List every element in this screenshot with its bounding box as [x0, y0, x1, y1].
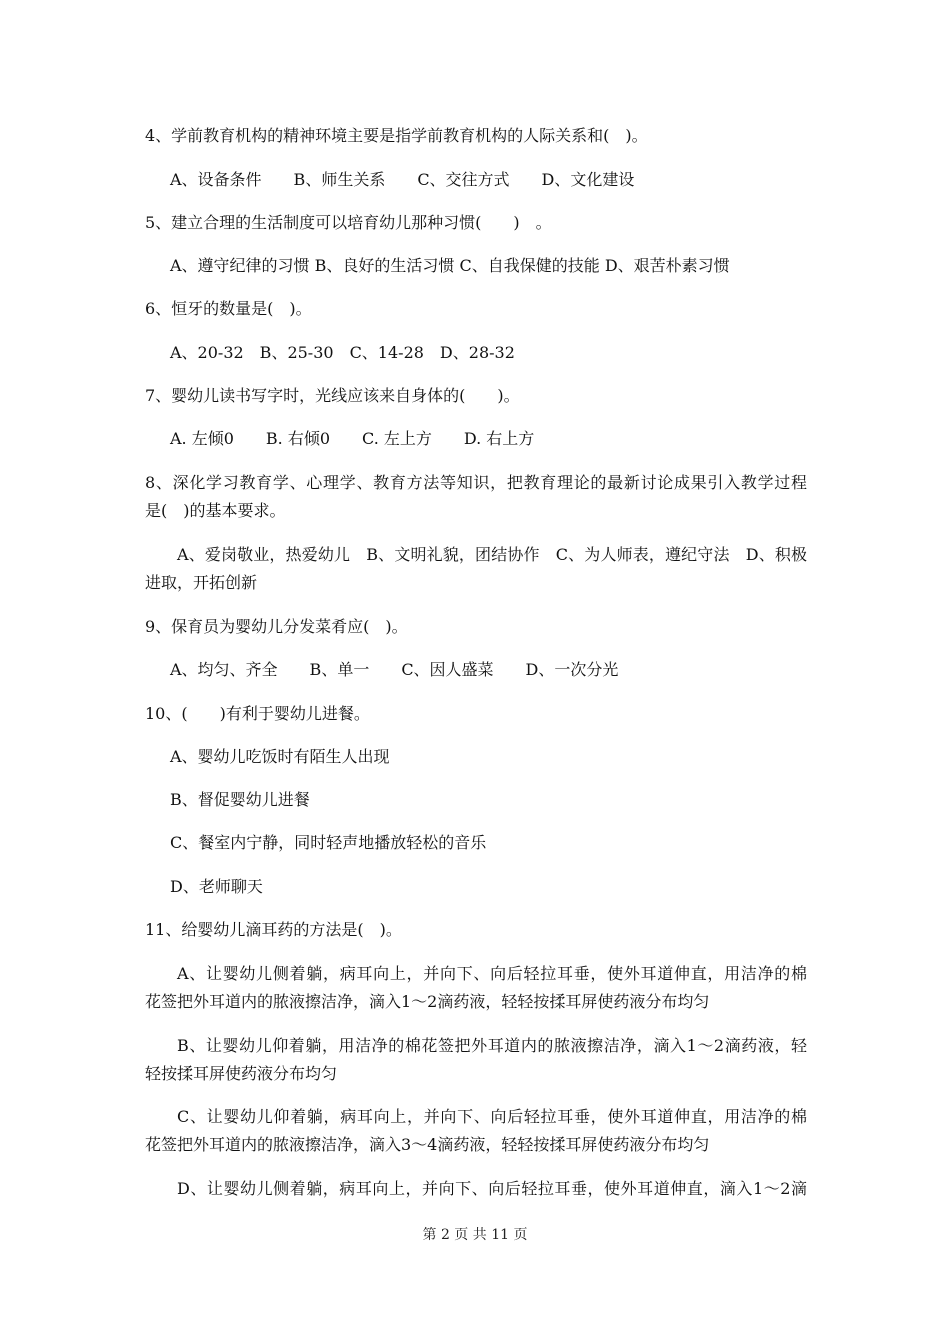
question-9-options: A、均匀、齐全 B、单一 C、因人盛菜 D、一次分光: [170, 660, 619, 679]
question-8-options-line1: A、爱岗敬业，热爱幼儿 B、文明礼貌，团结协作 C、为人师表，遵纪守法 D、积极: [177, 545, 807, 564]
question-7-options: A. 左倾0 B. 右倾0 C. 左上方 D. 右上方: [170, 429, 535, 448]
question-11-option-d-line1: D、让婴幼儿侧着躺，病耳向上，并向下、向后轻拉耳垂，使外耳道伸直，滴入1～2滴: [177, 1179, 807, 1198]
question-8-options-line2: 进取，开拓创新: [145, 573, 258, 592]
question-5-options: A、遵守纪律的习惯 B、良好的生活习惯 C、自我保健的技能 D、艰苦朴素习惯: [170, 256, 730, 275]
question-10-option-a: A、婴幼儿吃饭时有陌生人出现: [170, 747, 390, 766]
question-10-option-d: D、老师聊天: [170, 877, 263, 896]
question-10-stem: 10、( )有利于婴幼儿进餐。: [145, 704, 370, 723]
question-8-stem-line2: 是( )的基本要求。: [145, 501, 286, 520]
question-11-option-c-line1: C、让婴幼儿仰着躺，病耳向上，并向下、向后轻拉耳垂，使外耳道伸直，用洁净的棉: [177, 1107, 807, 1126]
question-11-stem: 11、给婴幼儿滴耳药的方法是( )。: [145, 920, 402, 939]
question-10-option-b: B、督促婴幼儿进餐: [170, 790, 310, 809]
question-11-option-b-line2: 轻按揉耳屏使药液分布均匀: [145, 1064, 338, 1083]
question-6-stem: 6、恒牙的数量是( )。: [145, 299, 312, 318]
question-11-option-a-line1: A、让婴幼儿侧着躺，病耳向上，并向下、向后轻拉耳垂，使外耳道伸直，用洁净的棉: [177, 964, 807, 983]
question-5-stem: 5、建立合理的生活制度可以培育幼儿那种习惯( ) 。: [145, 213, 552, 232]
question-7-stem: 7、婴幼儿读书写字时，光线应该来自身体的( )。: [145, 386, 520, 405]
question-4-stem: 4、学前教育机构的精神环境主要是指学前教育机构的人际关系和( )。: [145, 126, 648, 145]
question-10-option-c: C、餐室内宁静，同时轻声地播放轻松的音乐: [170, 833, 487, 852]
question-8-stem-line1: 8、深化学习教育学、心理学、教育方法等知识，把教育理论的最新讨论成果引入教学过程: [145, 473, 807, 492]
page-number-footer: 第 2 页 共 11 页: [422, 1227, 528, 1243]
question-6-options: A、20-32 B、25-30 C、14-28 D、28-32: [170, 343, 515, 362]
question-9-stem: 9、保育员为婴幼儿分发菜肴应( )。: [145, 617, 408, 636]
question-11-option-c-line2: 花签把外耳道内的脓液擦洁净，滴入3～4滴药液，轻轻按揉耳屏使药液分布均匀: [145, 1135, 710, 1154]
question-11-option-a-line2: 花签把外耳道内的脓液擦洁净，滴入1～2滴药液，轻轻按揉耳屏使药液分布均匀: [145, 992, 710, 1011]
question-4-options: A、设备条件 B、师生关系 C、交往方式 D、文化建设: [170, 170, 635, 189]
question-11-option-b-line1: B、让婴幼儿仰着躺，用洁净的棉花签把外耳道内的脓液擦洁净，滴入1～2滴药液，轻: [177, 1036, 807, 1055]
